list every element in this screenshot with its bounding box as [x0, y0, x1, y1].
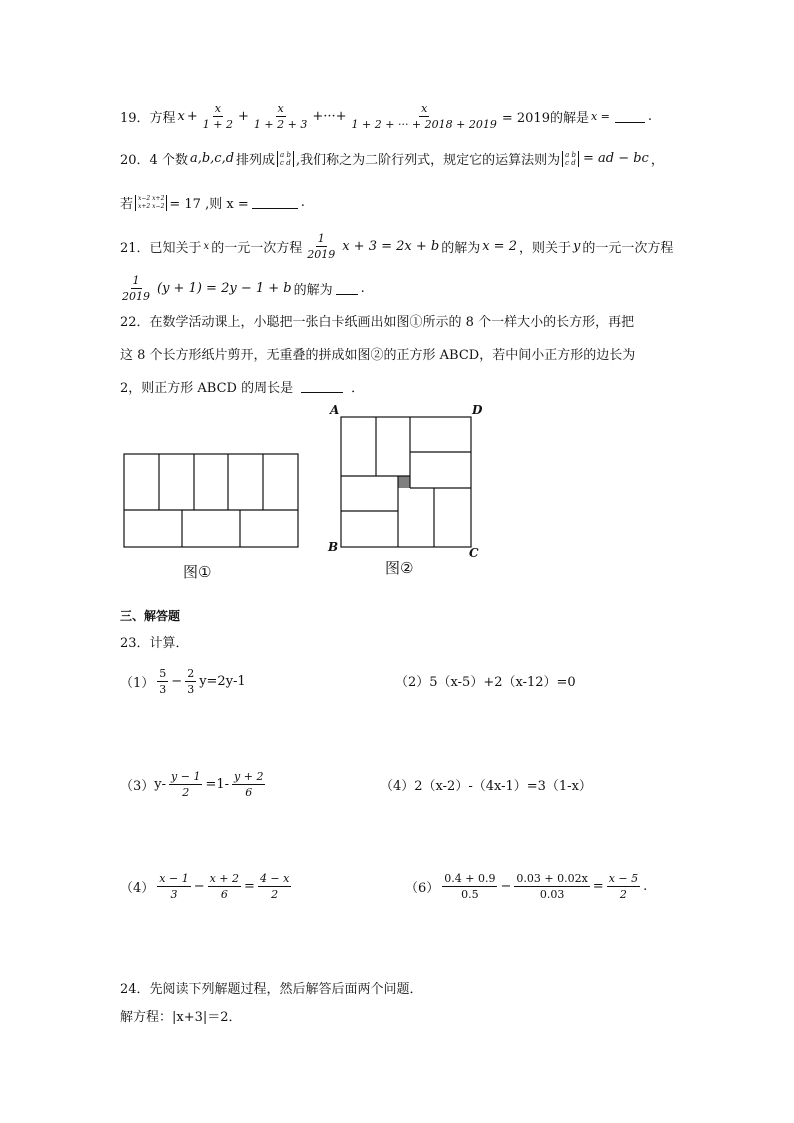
- q23-p3-fraction-1: $\frac{y - 1}{2}$: [171, 770, 201, 799]
- q23-p1-index: （1）: [120, 676, 155, 691]
- q23-p5-index: （4）: [120, 881, 155, 896]
- q23-p3-index: （3）: [120, 779, 155, 794]
- question-21-line-2: [117, 274, 365, 303]
- q23-part-5: [120, 872, 294, 901]
- q19-answer-blank[interactable]: [615, 110, 645, 123]
- fig1-outer: [124, 454, 298, 547]
- question-22-line-1: 22．在数学活动课上，小聪把一张白卡纸画出如图①所示的 8 个一样大小的长方形，再把: [120, 315, 635, 330]
- question-23-title: 23．计算．: [120, 636, 189, 651]
- q23-p1-fraction-2: $\frac{2}{3}$: [187, 667, 195, 696]
- figure-2-square-abcd: [339, 415, 473, 549]
- label-b: B: [328, 540, 339, 554]
- q20-equals: = 17 ,则 x =: [169, 197, 249, 212]
- q23-p6-fraction-2: $\frac{0.03 + 0.02x}{0.03}$: [516, 872, 588, 901]
- q23-part-6: [405, 872, 647, 901]
- q23-p3-pre: y-: [154, 777, 167, 792]
- q21-desc-4: 的一元一次方程: [582, 241, 674, 256]
- q23-p3-fraction-2: $\frac{y + 2}{6}$: [234, 770, 264, 799]
- q21-desc-1: 的一元一次方程: [211, 241, 303, 256]
- q23-p4-text: 2（x-2）-（4x-1）=3（1-x）: [414, 779, 592, 794]
- q22-end: ．: [351, 381, 365, 396]
- q23-p6-equals: =: [592, 879, 604, 894]
- q21-desc-2: 的解为: [441, 241, 481, 256]
- q23-p6-minus: −: [500, 879, 512, 894]
- label-d: D: [472, 403, 483, 417]
- q23-p6-end: .: [643, 879, 648, 894]
- q23-p2-index: （2）: [395, 675, 430, 690]
- q21-equation-2: (y + 1) = 2y − 1 + b: [157, 281, 292, 296]
- q20-rule: = ad − bc: [582, 151, 649, 166]
- q23-p3-mid: =1-: [205, 777, 230, 792]
- q21-desc-5: 的解为: [293, 283, 333, 298]
- q21-end: .: [360, 281, 365, 296]
- q23-p5-fraction-3: $\frac{4 - x}{2}$: [259, 872, 290, 901]
- q21-fraction-1: $\frac{1}{2019}$: [307, 232, 336, 261]
- q23-part-4: [380, 775, 592, 794]
- q21-answer-blank[interactable]: [336, 282, 358, 295]
- q23-p6-fraction-1: $\frac{0.4 + 0.9}{0.5}$: [444, 872, 496, 901]
- q20-arrange: 排列成: [236, 153, 276, 168]
- question-19: [120, 102, 652, 131]
- q21-solution: x = 2: [482, 239, 517, 254]
- question-20-line-2: [120, 193, 305, 212]
- q20-determinant-3: x−2 x+2 x+2 x−2: [135, 195, 167, 211]
- q20-if: 若: [120, 197, 134, 212]
- q20-comma: ，: [650, 153, 664, 168]
- figure-2-caption: 图②: [385, 559, 414, 577]
- q23-part-1: [120, 667, 246, 696]
- q19-fraction-3: $\frac{x}{1 + 2 + \cdot\cdot\cdot + 2018 + 2019}$: [351, 102, 497, 131]
- q19-x: x: [177, 109, 185, 124]
- q19-rhs: = 2019的解是: [501, 111, 589, 126]
- section-3-title: 三、解答题: [120, 609, 181, 623]
- q21-equation-1: x + 3 = 2x + b: [342, 239, 440, 254]
- q23-p4-index: （4）: [380, 779, 415, 794]
- q23-p6-index: （6）: [405, 881, 440, 896]
- q20-end: .: [300, 195, 305, 210]
- label-c: C: [469, 546, 479, 560]
- q22-answer-blank[interactable]: [301, 380, 343, 393]
- question-22-line-3: [120, 377, 364, 396]
- q21-desc-3: ，则关于: [518, 241, 571, 256]
- q21-y: y: [573, 239, 581, 254]
- q19-end: .: [647, 109, 653, 124]
- q23-part-3: [120, 770, 268, 799]
- question-22-line-2: 这 8 个长方形纸片剪开，无重叠的拼成如图②的正方形 ABCD，若中间小正方形的边长为: [120, 348, 636, 363]
- q22-line-3-text: 2，则正方形 ABCD 的周长是: [120, 381, 294, 396]
- q23-p1-fraction-1: $\frac{5}{3}$: [159, 667, 167, 696]
- q19-plus-2: +: [238, 109, 249, 124]
- q23-p6-fraction-3: $\frac{x - 5}{2}$: [608, 872, 639, 901]
- q23-p1-minus: −: [171, 674, 183, 689]
- q19-plus: +: [186, 109, 198, 124]
- q23-p2-text: 5（x-5）+2（x-12）=0: [429, 675, 576, 690]
- q23-p5-equals: =: [244, 879, 255, 894]
- q23-p1-rest: y=2y-1: [199, 674, 246, 689]
- q23-p5-fraction-1: $\frac{x - 1}{3}$: [159, 872, 189, 901]
- q20-desc: ,我们称之为二阶行列式，规定它的运算法则为: [295, 153, 561, 168]
- q19-dots: +···+: [312, 109, 347, 124]
- q21-x: x: [203, 241, 210, 252]
- q20-determinant-2: a b c d: [562, 151, 579, 167]
- figure-1-caption: 图①: [183, 563, 212, 581]
- question-24-line-2: 解方程：|x+3|＝2．: [120, 1010, 242, 1025]
- q23-part-2: [395, 671, 576, 690]
- question-20-line-1: [120, 149, 664, 168]
- q19-fraction-2: $\frac{x}{1 + 2 + 3}$: [253, 102, 308, 131]
- question-24-line-1: 24．先阅读下列解题过程，然后解答后面两个问题．: [120, 982, 423, 997]
- q20-determinant-1: a b c d: [277, 151, 294, 167]
- label-a: A: [330, 403, 340, 417]
- q19-number: 19．方程: [120, 111, 176, 126]
- q19-x-eq: x =: [590, 110, 610, 123]
- q20-answer-blank[interactable]: [252, 196, 298, 209]
- figure-1-rectangles: [122, 452, 300, 549]
- q21-lead: 21．已知关于: [120, 241, 202, 256]
- q23-p5-fraction-2: $\frac{x + 2}{6}$: [209, 872, 240, 901]
- q21-fraction-2: $\frac{1}{2019}$: [122, 274, 150, 303]
- q23-p5-minus: −: [193, 879, 205, 894]
- q19-fraction-1: $\frac{x}{1 + 2}$: [202, 102, 234, 131]
- q20-lead: 20．4 个数: [120, 153, 188, 168]
- fig2-center-square: [398, 476, 410, 488]
- q20-vars: a,b,c,d: [189, 151, 235, 166]
- question-21-line-1: [120, 232, 673, 261]
